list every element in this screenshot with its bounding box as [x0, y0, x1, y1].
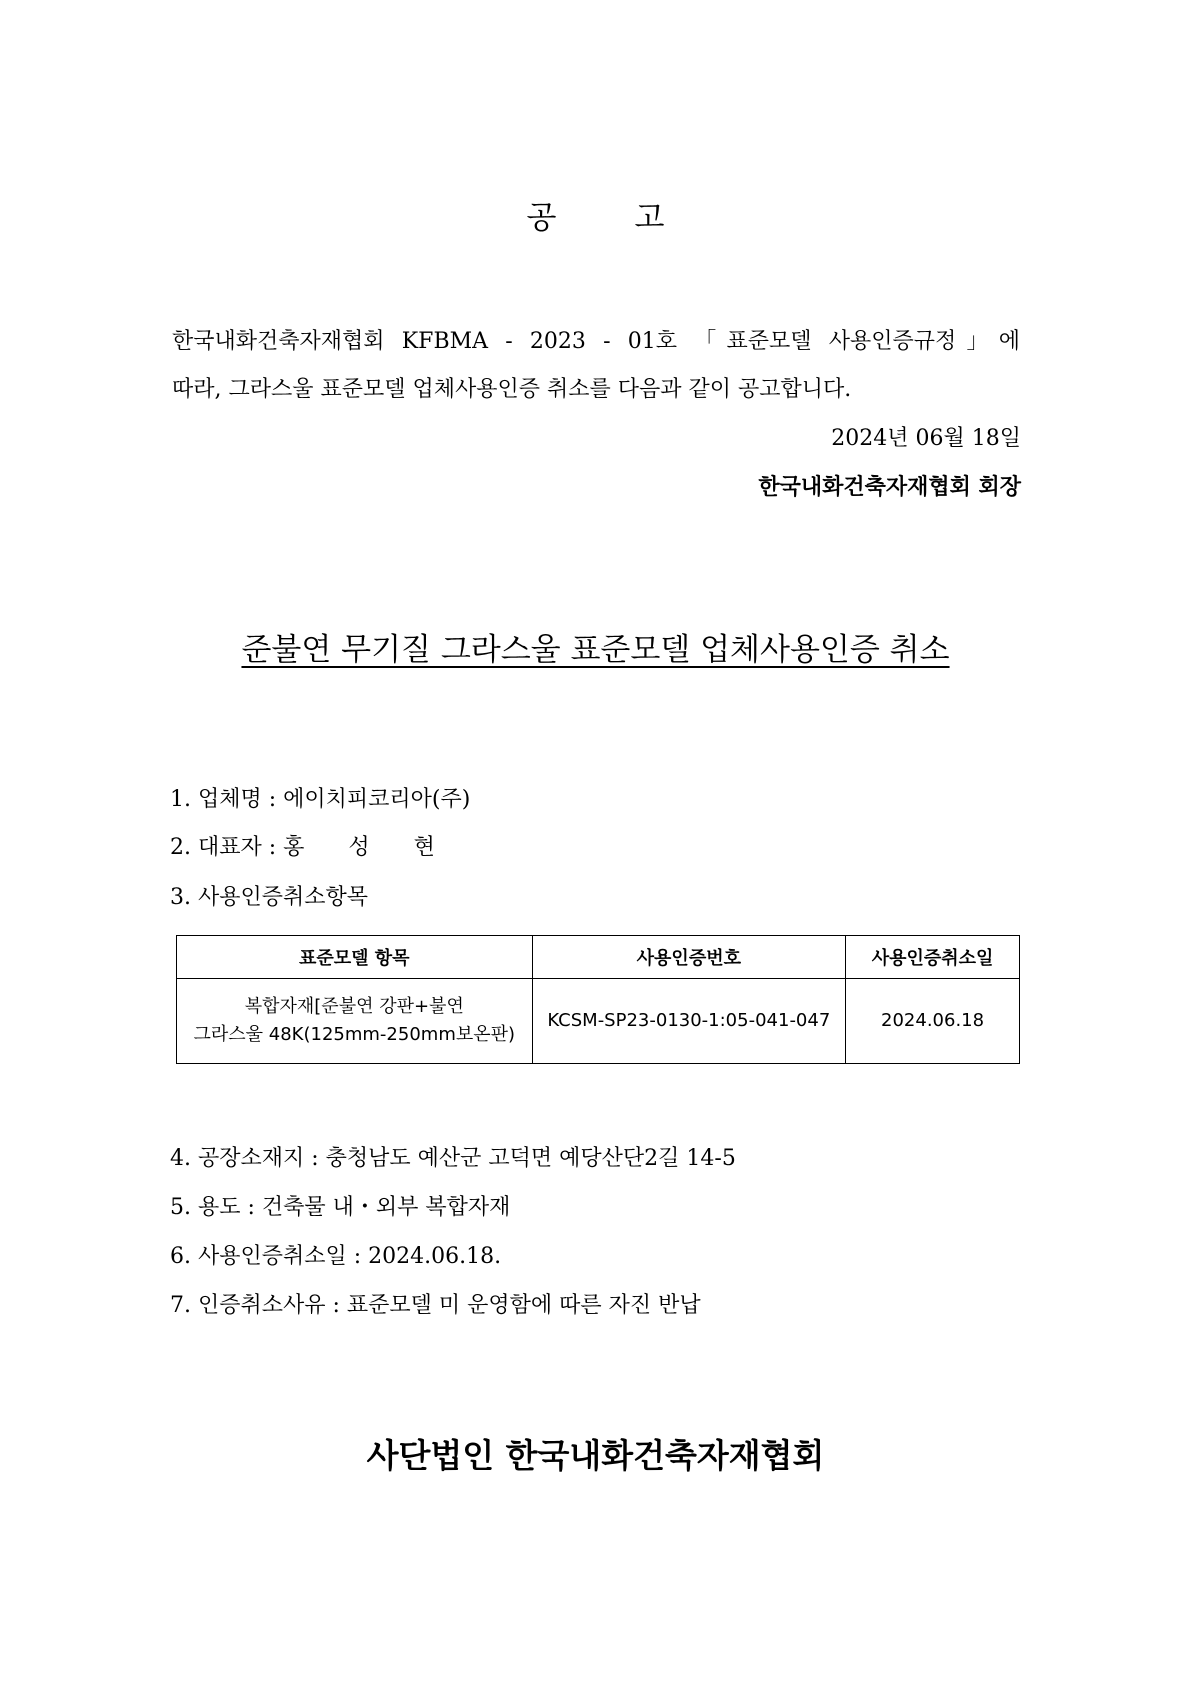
- notice-title: [0, 192, 1191, 237]
- cell-cancel-date: 2024.06.18: [846, 979, 1020, 1064]
- header-cancel-date: 사용인증취소일: [846, 936, 1020, 979]
- item-factory-location: 4. 공장소재지 : 충청남도 예산군 고덕면 예당산단2길 14-5: [170, 1146, 736, 1171]
- header-cert-number: 사용인증번호: [532, 936, 846, 979]
- document-heading-text: 준불연 무기질 그라스울 표준모델 업체사용인증 취소: [241, 632, 950, 668]
- cell-cert-number: KCSM-SP23-0130-1:05-041-047: [532, 979, 846, 1064]
- item-cancel-reason: 7. 인증취소사유 : 표준모델 미 운영함에 따른 자진 반납: [170, 1293, 701, 1318]
- table-header-row: [177, 936, 1020, 979]
- notice-title-char-2: 고: [634, 200, 665, 236]
- item-company: 1. 업체명 : 에이치피코리아(주): [170, 787, 471, 812]
- cell-item-line-2: 그라스울 48K(125mm-250mm보온판): [193, 1024, 516, 1045]
- item-representative: 2. 대표자 : 홍 성 현: [170, 835, 435, 860]
- notice-date: 2024년 06월 18일: [831, 426, 1021, 451]
- item-cancel-date: 6. 사용인증취소일 : 2024.06.18.: [170, 1244, 502, 1269]
- cell-standard-model-item: [177, 979, 533, 1064]
- document-heading: [0, 624, 1191, 669]
- intro-line-2: 따라, 그라스울 표준모델 업체사용인증 취소를 다음과 같이 공고합니다.: [172, 377, 852, 402]
- footer-organization: 사단법인 한국내화건축자재협회: [366, 1436, 825, 1475]
- cancel-items-table-wrapper: [176, 935, 1020, 1064]
- header-standard-model-item: 표준모델 항목: [177, 936, 533, 979]
- item-usage: 5. 용도 : 건축물 내・외부 복합자재: [170, 1195, 511, 1220]
- notice-title-char-1: 공: [526, 200, 557, 236]
- intro-line-1: 한국내화건축자재협회 KFBMA - 2023 - 01호 「표준모델 사용인증규정」에: [172, 329, 1020, 354]
- table-row: [177, 979, 1020, 1064]
- notice-signer: 한국내화건축자재협회 회장: [758, 475, 1021, 500]
- cancel-items-table: [176, 935, 1020, 1064]
- item-cancel-items-label: 3. 사용인증취소항목: [170, 885, 368, 910]
- cell-item-line-1: 복합자재[준불연 강판+불연: [244, 996, 464, 1018]
